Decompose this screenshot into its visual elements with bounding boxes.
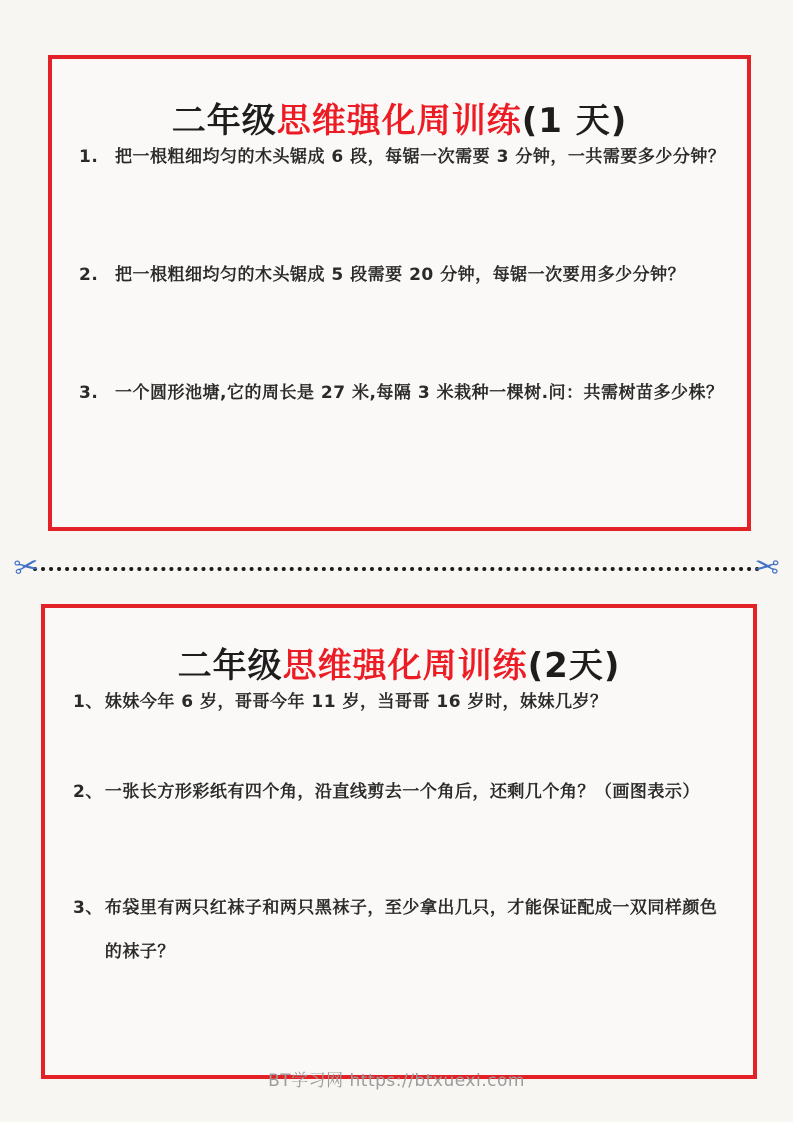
section2-title-prefix: 二年级 <box>177 646 283 686</box>
section1-question-3 <box>79 371 729 415</box>
section2-question-3 <box>73 886 733 974</box>
question-number: 1、 <box>73 692 103 712</box>
question-text: 妹妹今年 6 岁，哥哥今年 11 岁，当哥哥 16 岁时，妹妹几岁？ <box>104 692 608 712</box>
worksheet-section-day1 <box>48 55 751 531</box>
scissors-icon: ✂ <box>752 548 781 587</box>
worksheet-section-day2 <box>41 604 757 1079</box>
dotted-cut-line <box>33 567 760 571</box>
question-number: 1. <box>79 147 99 167</box>
question-number: 3. <box>79 383 99 403</box>
section1-question-2 <box>79 253 729 297</box>
section1-title-highlight: 思维强化周训练 <box>276 101 522 141</box>
section1-question-1 <box>79 135 729 179</box>
question-number: 2、 <box>73 782 103 802</box>
section2-title-suffix: (2天) <box>527 646 621 686</box>
question-text: 把一根粗细均匀的木头锯成 5 段需要 20 分钟，每锯一次要用多少分钟？ <box>115 265 686 285</box>
section2-title-highlight: 思维强化周训练 <box>282 646 528 686</box>
question-text: 一个圆形池塘,它的周长是 27 米,每隔 3 米栽种一棵树.问：共需树苗多少株？ <box>115 383 724 403</box>
section1-title-suffix: (1 天) <box>521 101 628 141</box>
site-watermark: BT学习网 https://btxuexi.com <box>268 1071 525 1091</box>
question-text: 一张长方形彩纸有四个角，沿直线剪去一个角后，还剩几个角？（画图表示） <box>104 782 700 802</box>
question-text: 布袋里有两只红袜子和两只黑袜子，至少拿出几只，才能保证配成一双同样颜色的袜子？ <box>104 898 718 962</box>
question-text: 把一根粗细均匀的木头锯成 6 段，每锯一次需要 3 分钟，一共需要多少分钟？ <box>115 147 726 167</box>
question-number: 3、 <box>73 898 103 918</box>
section2-question-1 <box>73 680 733 724</box>
section2-question-2 <box>73 770 743 814</box>
question-number: 2. <box>79 265 99 285</box>
scissors-icon: ✂ <box>11 548 42 587</box>
section1-title-prefix: 二年级 <box>171 101 277 141</box>
cut-here-divider <box>11 548 781 587</box>
